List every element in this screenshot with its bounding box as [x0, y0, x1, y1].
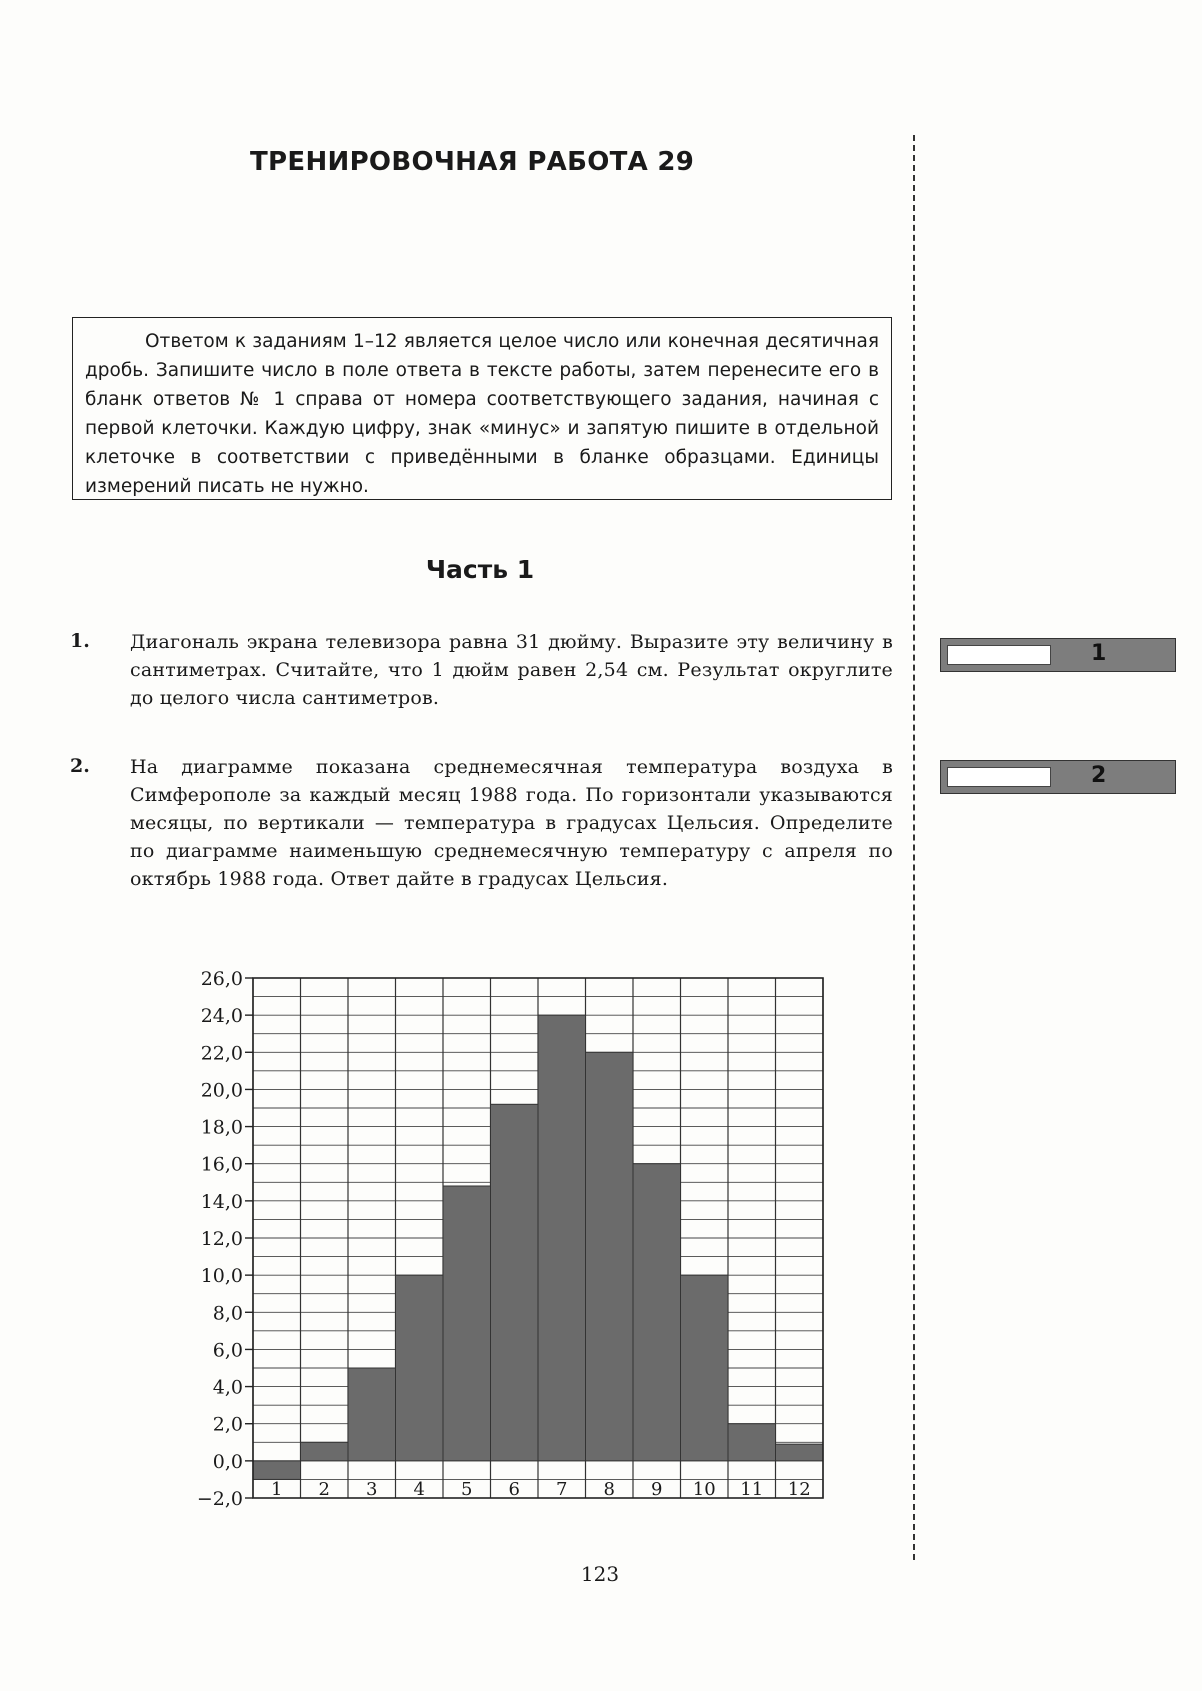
- answer-field-1[interactable]: [947, 645, 1051, 665]
- y-tick-label: −2,0: [196, 1488, 243, 1510]
- bar-month-3: [348, 1368, 396, 1461]
- instructions-box: Ответом к заданиям 1–12 является целое число или конечная десятичная дробь. Запишите число в поле ответа в тексте работы, затем перенесите его в бланк ответов № 1 справа от номера соответствующего задания, начиная с первой клеточки. Каждую цифру, знак «минус» и запятую пишите в отдельной клеточке в соответствии с приведёнными в бланке образцами. Единицы измерений писать не нужно.: [72, 317, 892, 500]
- x-tick-label: 6: [508, 1479, 520, 1500]
- bar-month-11: [728, 1424, 776, 1461]
- bar-month-8: [586, 1052, 634, 1461]
- y-tick-label: 26,0: [200, 968, 243, 990]
- bar-month-12: [776, 1444, 824, 1461]
- bar-month-7: [538, 1015, 586, 1461]
- bar-month-1: [253, 1461, 301, 1480]
- x-tick-label: 5: [461, 1479, 473, 1500]
- x-tick-label: 11: [740, 1479, 764, 1500]
- bar-month-5: [443, 1186, 491, 1461]
- answer-box-1: [940, 638, 1176, 672]
- temperature-bar-chart: [180, 960, 840, 1510]
- x-tick-label: 3: [366, 1479, 378, 1500]
- task-1-number: 1.: [70, 630, 90, 652]
- y-tick-label: 18,0: [200, 1116, 243, 1139]
- answer-box-2: [940, 760, 1176, 794]
- bar-month-2: [301, 1442, 349, 1461]
- x-tick-label: 7: [556, 1479, 568, 1500]
- answer-box-1-label: 1: [1091, 641, 1107, 666]
- y-tick-label: 4,0: [212, 1376, 243, 1399]
- answer-field-2[interactable]: [947, 767, 1051, 787]
- page-title: ТРЕНИРОВОЧНАЯ РАБОТА 29: [250, 147, 695, 177]
- y-tick-label: 22,0: [200, 1042, 243, 1065]
- y-tick-label: 20,0: [200, 1079, 243, 1102]
- x-tick-label: 2: [318, 1479, 330, 1500]
- y-tick-label: 16,0: [200, 1153, 243, 1176]
- y-tick-label: 2,0: [212, 1413, 243, 1436]
- task-2-number: 2.: [70, 755, 90, 777]
- bar-month-4: [396, 1275, 444, 1461]
- y-tick-label: 14,0: [200, 1190, 243, 1213]
- y-tick-label: 6,0: [212, 1339, 243, 1362]
- x-tick-label: 4: [413, 1479, 425, 1500]
- y-tick-label: 0,0: [212, 1450, 243, 1473]
- x-tick-label: 1: [271, 1479, 283, 1500]
- y-tick-label: 12,0: [200, 1228, 243, 1250]
- task-1-text: Диагональ экрана телевизора равна 31 дюйму. Выразите эту величину в сантиметрах. Считайте, что 1 дюйм равен 2,54 см. Результат округлите до целого числа сантиметров.: [130, 631, 893, 709]
- y-tick-label: 10,0: [200, 1265, 243, 1288]
- y-tick-label: 8,0: [212, 1302, 243, 1325]
- answer-box-2-label: 2: [1091, 763, 1107, 788]
- x-tick-label: 12: [787, 1479, 811, 1500]
- bar-month-10: [681, 1275, 729, 1461]
- x-tick-label: 9: [651, 1479, 663, 1500]
- page-number: 123: [580, 1562, 620, 1586]
- bar-month-6: [491, 1104, 539, 1461]
- x-tick-label: 8: [603, 1479, 615, 1500]
- part-title: Часть 1: [425, 555, 535, 584]
- bar-month-9: [633, 1164, 681, 1461]
- cut-line: [913, 135, 915, 1560]
- x-tick-label: 10: [692, 1479, 716, 1500]
- y-tick-label: 24,0: [200, 1005, 243, 1028]
- task-2-text: На диаграмме показана среднемесячная температура воздуха в Симферополе за каждый месяц 1988 года. По горизонтали указываются месяцы, по вертикали — температура в градусах Цельсия. Определите по диаграмме наименьшую среднемесячную температуру с апреля по октябрь 1988 года. Ответ дайте в градусах Цельсия.: [130, 756, 893, 890]
